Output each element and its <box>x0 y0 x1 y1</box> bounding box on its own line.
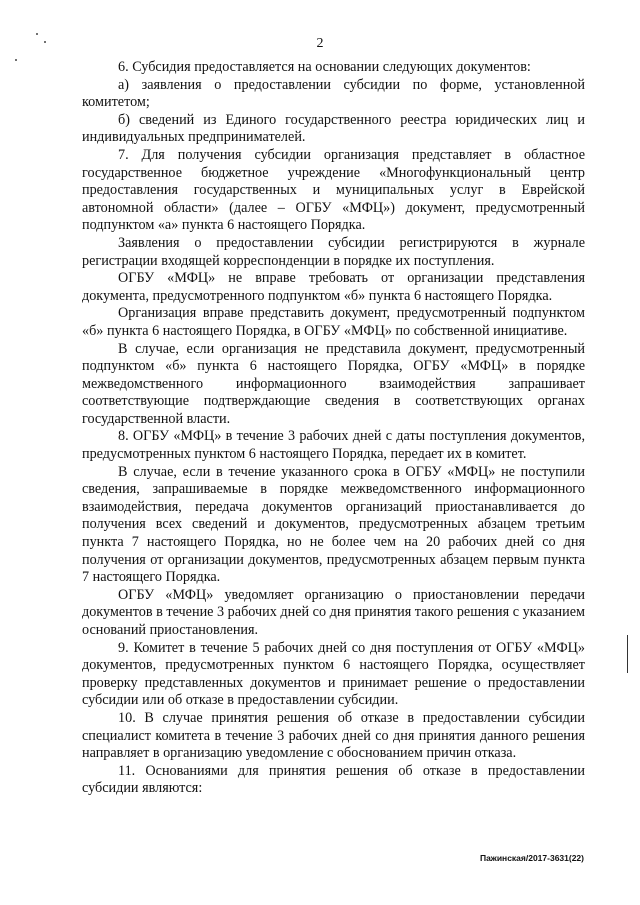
paragraph: В случае, если организация не представила документ, предусмотренный подпунктом «б» пункта 6 настоящего Порядка, ОГБУ «МФЦ» в порядке межведомственного информационного взаимодействия запрашивает соответствующие подтверждающие сведения в соответствующих органах государственной власти. <box>82 340 585 427</box>
paragraph: ОГБУ «МФЦ» не вправе требовать от организации представления документа, предусмотренного подпунктом «б» пункта 6 настоящего Порядка. <box>82 270 585 304</box>
paragraph: Заявления о предоставлении субсидии регистрируются в журнале регистрации входящей корреспонденции в порядке их поступления. <box>82 234 585 269</box>
scan-mark <box>627 635 628 673</box>
paragraph: 7. Для получения субсидии организация представляет в областное государственное бюджетное учреждение «Многофункциональный центр предоставления государственных и муниципальных услуг в Еврейской автономной области» (далее – ОГБУ «МФЦ») документ, предусмотренный подпунктом «а» пункта 6 настоящего Порядка. <box>82 146 585 234</box>
paragraph: 11. Основаниями для принятия решения об отказе в предоставлении субсидии являются: <box>82 762 585 797</box>
scan-speck <box>15 59 17 61</box>
paragraph: 6. Субсидия предоставляется на основании следующих документов: <box>118 59 531 75</box>
paragraph: 8. ОГБУ «МФЦ» в течение 3 рабочих дней с даты поступления документов, предусмотренных пунктом 6 настоящего Порядка, передает их в комитет. <box>82 428 585 463</box>
scan-speck <box>36 33 38 35</box>
paragraph: В случае, если в течение указанного срока в ОГБУ «МФЦ» не поступили сведения, запрашиваемые в порядке межведомственного информационного взаимодействия, передача документов организаций приостанавливается до получения всех сведений и документов, предусмотренных абзацем третьим пункта 7 настоящего Порядка, но не более чем на 20 рабочих дней со дня получения от организации документов, предусмотренных абзацем первым пункта 7 настоящего Порядка. <box>82 463 585 586</box>
paragraph: б) сведений из Единого государственного реестра юридических лиц и индивидуальных предпринимателей. <box>82 111 585 146</box>
paragraph: ОГБУ «МФЦ» уведомляет организацию о приостановлении передачи документов в течение 3 рабочих дней со дня принятия такого решения с указанием оснований приостановления. <box>82 586 585 638</box>
paragraph: Организация вправе представить документ, предусмотренный подпунктом «б» пункта 6 настоящего Порядка, в ОГБУ «МФЦ» по собственной инициативе. <box>82 305 585 339</box>
paragraph: 9. Комитет в течение 5 рабочих дней со дня поступления от ОГБУ «МФЦ» документов, предусмотренных пунктом 6 настоящего Порядка, осуществляет проверку представленных документов и принимает решение о предоставлении субсидии или об отказе в предоставлении субсидии. <box>82 639 585 709</box>
paragraph: 10. В случае принятия решения об отказе в предоставлении субсидии специалист комитета в течение 3 рабочих дней со дня принятия данного решения направляет в организацию уведомление с обоснованием причин отказа. <box>82 709 585 762</box>
page-number: 2 <box>316 36 324 51</box>
document-body <box>82 59 585 798</box>
document-footer-code: Пажинская/2017-3631(22) <box>479 853 584 863</box>
paragraph: а) заявления о предоставлении субсидии по форме, установленной комитетом; <box>82 76 585 111</box>
